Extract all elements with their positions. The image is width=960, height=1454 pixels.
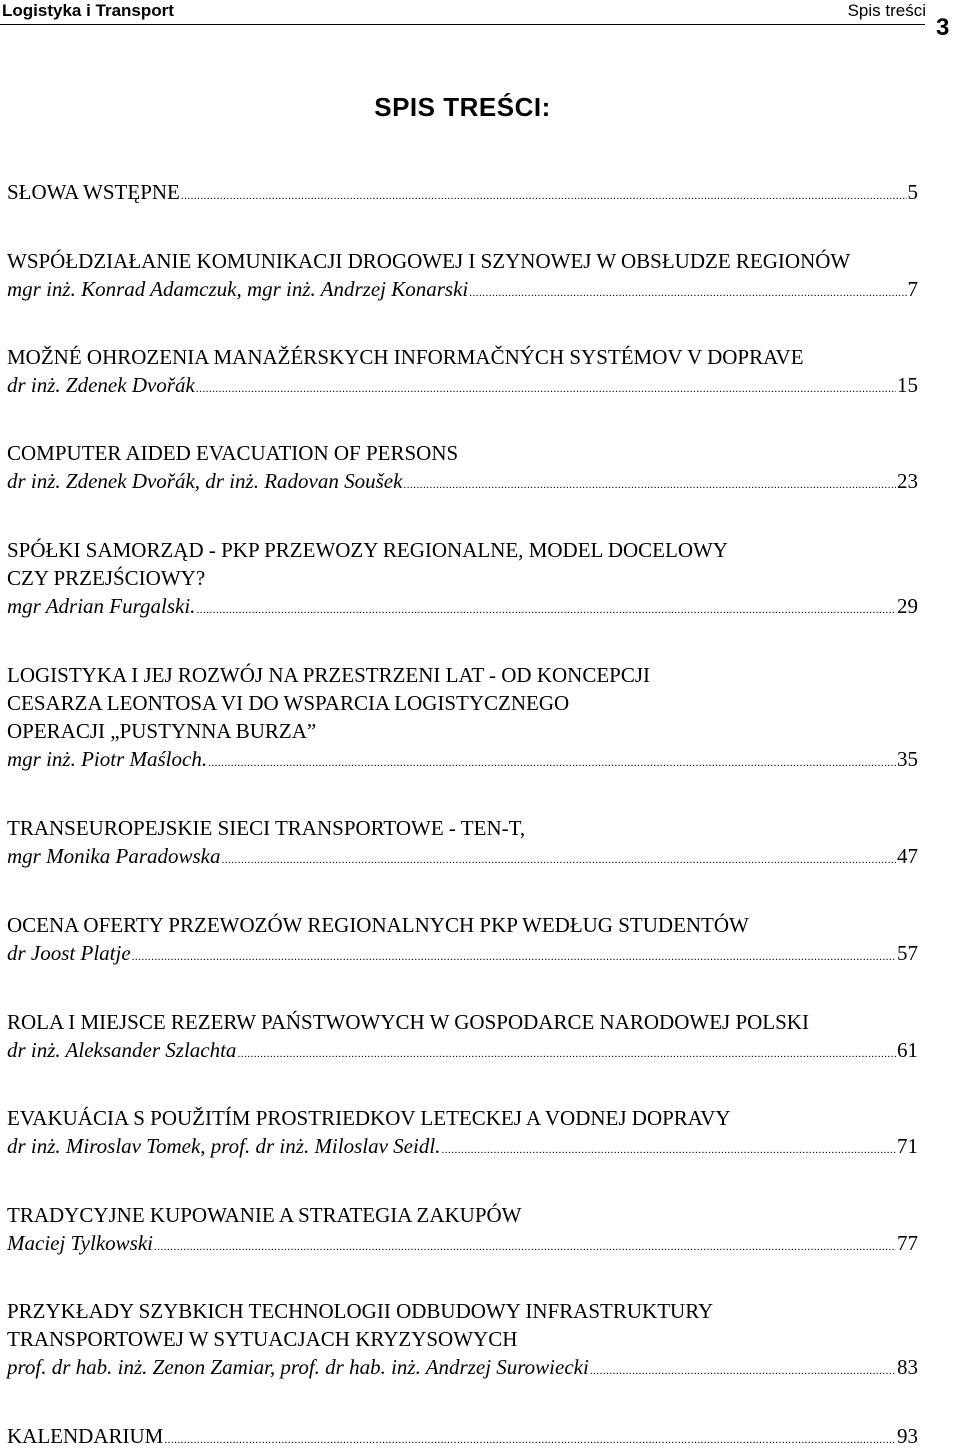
toc-entry-author: mgr inż. Konrad Adamczuk, mgr inż. Andrzej Konarski — [7, 277, 469, 301]
leader-dots — [469, 279, 906, 307]
toc-entry-title: TRADYCYJNE KUPOWANIE A STRATEGIA ZAKUPÓW — [7, 1203, 522, 1227]
toc-entry-title: OPERACJI „PUSTYNNA BURZA” — [7, 719, 317, 743]
toc-entry-page: 5 — [907, 180, 918, 204]
toc-entry — [7, 1008, 918, 1068]
toc-entry-title: WSPÓŁDZIAŁANIE KOMUNIKACJI DROGOWEJ I SZYNOWEJ W OBSŁUDZE REGIONÓW — [7, 249, 851, 273]
page-title: SPIS TREŚCI: — [374, 92, 551, 122]
toc-entry-title: CESARZA LEONTOSA VI DO WSPARCIA LOGISTYCZNEGO — [7, 691, 570, 715]
toc-entry-title: SŁOWA WSTĘPNE — [7, 180, 180, 204]
toc-line — [7, 939, 918, 971]
toc-entry-page: 57 — [897, 941, 918, 965]
toc-entry-title: TRANSEUROPEJSKIE SIECI TRANSPORTOWE - TEN-T, — [7, 816, 526, 840]
toc-entry-page: 61 — [897, 1038, 918, 1062]
toc-entry-title: EVAKUÁCIA S POUŽITÍM PROSTRIEDKOV LETECKEJ A VODNEJ DOPRAVY — [7, 1106, 731, 1130]
toc-entry-page: 93 — [897, 1424, 918, 1448]
toc-line — [7, 371, 918, 403]
toc-entry — [7, 178, 918, 210]
leader-dots — [196, 375, 896, 403]
toc-entry-author: dr inż. Zdenek Dvořák — [7, 373, 195, 397]
toc-entry-author: mgr Monika Paradowska — [7, 844, 221, 868]
toc-entry — [7, 343, 918, 403]
toc-line — [7, 178, 918, 210]
toc-entry-title: MOŽNÉ OHROZENIA MANAŽÉRSKYCH INFORMAČNÝCH SYSTÉMOV V DOPRAVE — [7, 345, 804, 369]
leader-dots — [164, 1426, 896, 1454]
toc-entry — [7, 661, 918, 777]
leader-dots — [403, 471, 896, 499]
page-number: 3 — [936, 14, 950, 41]
toc-entry-author: dr inż. Miroslav Tomek, prof. dr inż. Miloslav Seidl. — [7, 1134, 441, 1158]
table-of-contents — [7, 178, 918, 1454]
toc-entry-page: 29 — [897, 594, 918, 618]
toc-entry-page: 35 — [897, 747, 918, 771]
leader-dots — [208, 749, 896, 777]
leader-dots — [590, 1357, 896, 1385]
toc-line — [7, 1036, 918, 1068]
toc-entry — [7, 911, 918, 971]
leader-dots — [154, 1233, 896, 1261]
toc-entry-author: prof. dr hab. inż. Zenon Zamiar, prof. dr hab. inż. Andrzej Surowiecki — [7, 1355, 589, 1379]
toc-line — [7, 467, 918, 499]
toc-entry-author: Maciej Tylkowski — [7, 1231, 153, 1255]
toc-entry-title: OCENA OFERTY PRZEWOZÓW REGIONALNYCH PKP WEDŁUG STUDENTÓW — [7, 913, 749, 937]
toc-entry-author: mgr inż. Piotr Maśloch. — [7, 747, 208, 771]
toc-entry-title: CZY PRZEJŚCIOWY? — [7, 566, 206, 590]
toc-entry — [7, 1297, 918, 1385]
toc-line — [7, 1422, 918, 1454]
leader-dots — [441, 1136, 896, 1164]
leader-dots — [132, 943, 896, 971]
toc-line — [7, 1132, 918, 1164]
header-rule — [0, 24, 925, 25]
page-header — [0, 0, 960, 30]
leader-dots — [196, 596, 896, 624]
toc-line — [7, 275, 918, 307]
toc-entry-title: PRZYKŁADY SZYBKICH TECHNOLOGII ODBUDOWY INFRASTRUKTURY — [7, 1299, 714, 1323]
toc-entry-author: dr inż. Aleksander Szlachta — [7, 1038, 237, 1062]
toc-entry-title: ROLA I MIEJSCE REZERW PAŃSTWOWYCH W GOSPODARCE NARODOWEJ POLSKI — [7, 1010, 809, 1034]
toc-entry-author: dr inż. Zdenek Dvořák, dr inż. Radovan Soušek — [7, 469, 403, 493]
toc-entry-page: 77 — [897, 1231, 918, 1255]
toc-line — [7, 745, 918, 777]
toc-entry-title: TRANSPORTOWEJ W SYTUACJACH KRYZYSOWYCH — [7, 1327, 518, 1351]
toc-line — [7, 592, 918, 624]
toc-entry-page: 23 — [897, 469, 918, 493]
leader-dots — [222, 846, 897, 874]
toc-entry-author: dr Joost Platje — [7, 941, 131, 965]
toc-entry — [7, 1422, 918, 1454]
toc-entry — [7, 536, 918, 624]
toc-entry — [7, 814, 918, 874]
toc-line — [7, 1229, 918, 1261]
journal-name: Logistyka i Transport — [2, 1, 174, 20]
toc-line — [7, 1353, 918, 1385]
toc-entry-title: LOGISTYKA I JEJ ROZWÓJ NA PRZESTRZENI LAT - OD KONCEPCJI — [7, 663, 651, 687]
toc-entry-author: mgr Adrian Furgalski. — [7, 594, 196, 618]
toc-line — [7, 842, 918, 874]
toc-entry — [7, 1201, 918, 1261]
toc-entry-title: KALENDARIUM — [7, 1424, 164, 1448]
toc-entry — [7, 1104, 918, 1164]
leader-dots — [181, 182, 907, 210]
toc-entry-page: 47 — [897, 844, 918, 868]
leader-dots — [237, 1040, 896, 1068]
toc-entry — [7, 439, 918, 499]
toc-entry-page: 7 — [907, 277, 918, 301]
toc-entry-page: 15 — [897, 373, 918, 397]
toc-entry-title: COMPUTER AIDED EVACUATION OF PERSONS — [7, 441, 459, 465]
toc-entry-page: 83 — [897, 1355, 918, 1379]
toc-entry-page: 71 — [897, 1134, 918, 1158]
toc-entry — [7, 247, 918, 307]
toc-entry-title: SPÓŁKI SAMORZĄD - PKP PRZEWOZY REGIONALNE, MODEL DOCELOWY — [7, 538, 728, 562]
section-name: Spis treści — [847, 1, 926, 20]
